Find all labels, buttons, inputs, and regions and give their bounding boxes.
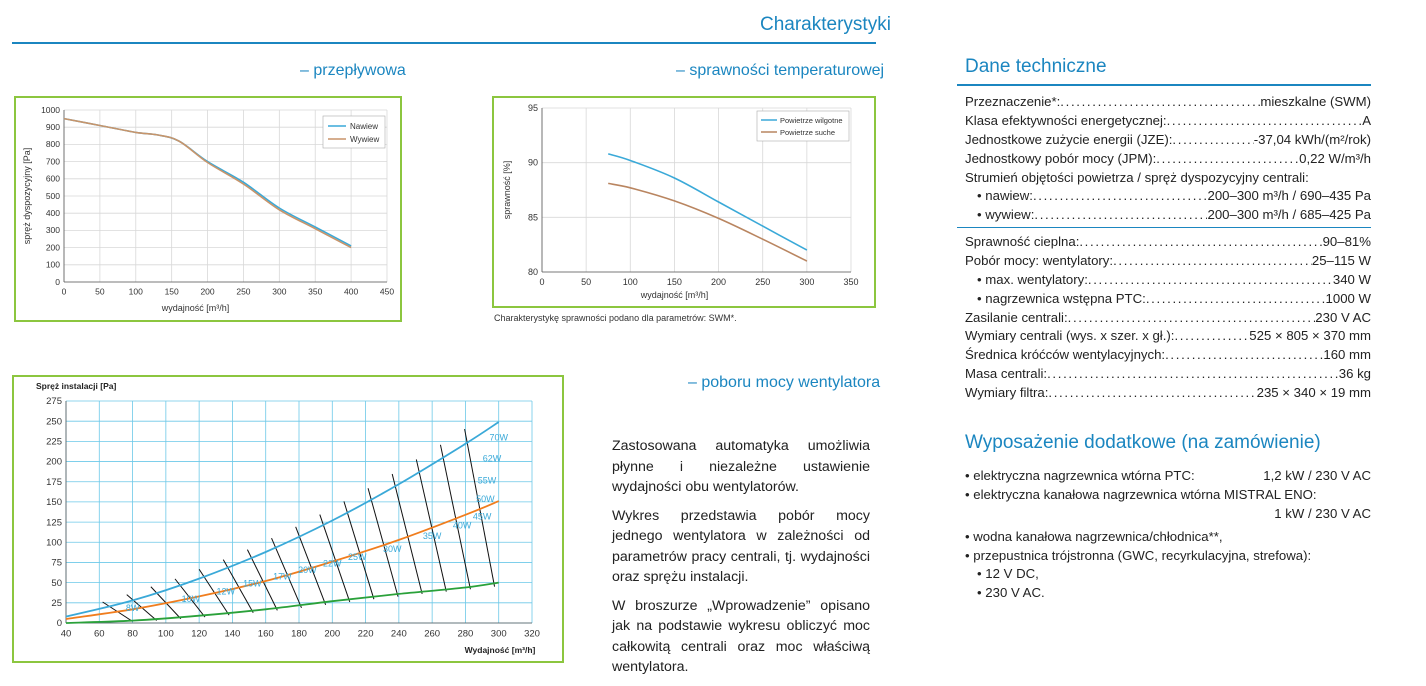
leader-dots (1165, 346, 1323, 365)
tech-row-label: Klasa efektywności energetycznej: (965, 112, 1167, 128)
leader-dots (1167, 112, 1363, 131)
y-axis-label: spręż dyspozycyjny [Pa] (22, 147, 32, 245)
section-title: Charakterystyki (760, 14, 891, 35)
y-tick-label: 90 (527, 157, 538, 168)
tech-row-label: • nagrzewnica wstępna PTC: (977, 290, 1146, 306)
tech-row-label: Wymiary centrali (wys. x szer. x gł.): (965, 328, 1175, 344)
tech-row-label: • nawiew: (977, 188, 1033, 204)
y-tick-label: 100 (45, 259, 60, 270)
y-tick-label: 200 (45, 242, 60, 253)
accessory-ptc-value: 1,2 kW / 230 V AC (1263, 468, 1371, 483)
tech-row (965, 271, 1371, 290)
section-rule (12, 42, 876, 44)
x-tick-label: 280 (457, 628, 474, 640)
tech-row (965, 150, 1371, 169)
x-tick-label: 50 (581, 277, 592, 287)
tech-row-value: 200–300 m³/h / 685–425 Pa (1207, 207, 1371, 223)
tech-row-value: 25–115 W (1311, 252, 1371, 268)
y-tick-label: 85 (527, 212, 538, 223)
tech-rule-mid (957, 227, 1371, 228)
description (612, 436, 870, 686)
leader-dots (1033, 187, 1208, 206)
x-tick-label: 250 (236, 286, 251, 297)
x-tick-label: 240 (390, 628, 407, 640)
accessories-list (965, 467, 1371, 603)
tech-row (965, 169, 1371, 188)
leader-dots (1174, 327, 1249, 346)
tech-row (965, 346, 1371, 365)
power-chart (14, 377, 562, 661)
leader-dots (1048, 384, 1256, 403)
tech-row-value: 90–81% (1322, 233, 1371, 249)
x-tick-label: 100 (128, 286, 143, 297)
x-tick-label: 80 (127, 628, 138, 640)
y-tick-label: 250 (46, 416, 62, 428)
power-label: 40W (452, 520, 472, 531)
tech-title: Dane techniczne (965, 56, 1107, 77)
accessory-ptc-label: • elektryczna nagrzewnica wtórna PTC: (965, 468, 1195, 483)
x-tick-label: 450 (379, 286, 395, 297)
tech-row (965, 233, 1371, 252)
power-label: 50W (476, 493, 495, 504)
leader-dots (1088, 271, 1333, 290)
x-tick-label: 400 (344, 286, 359, 297)
x-tick-label: 260 (424, 628, 441, 640)
legend-label: Wywiew (350, 135, 380, 144)
power-label: 45W (472, 511, 492, 522)
y-tick-label: 25 (51, 597, 62, 609)
power-label: 8W (125, 602, 140, 613)
x-tick-label: 300 (272, 286, 287, 297)
tech-row-label: • max. wentylatory: (977, 271, 1088, 287)
leader-dots (1156, 150, 1299, 169)
tech-row (965, 206, 1371, 225)
leader-dots (1068, 309, 1316, 328)
x-tick-label: 40 (60, 628, 72, 640)
accessory-12v: • 12 V DC, (977, 566, 1039, 582)
tech-list-2 (965, 233, 1371, 403)
power-label: 25W (347, 552, 367, 563)
x-tick-label: 100 (622, 277, 638, 287)
power-label: 12W (216, 586, 236, 597)
x-tick-label: 200 (324, 628, 341, 640)
legend-label: Powietrze wilgotne (780, 116, 843, 125)
power-label: 22W (323, 558, 342, 569)
y-tick-label: 175 (46, 476, 62, 488)
temp-chart-box (492, 96, 876, 308)
x-tick-label: 300 (799, 277, 815, 287)
tech-row-label: Przeznaczenie*: (965, 93, 1061, 109)
accessory-water: • wodna kanałowa nagrzewnica/chłodnica**, (965, 528, 1223, 544)
tech-row-value: 0,22 W/m³/h (1299, 150, 1371, 166)
leader-dots (1060, 93, 1260, 112)
y-tick-label: 500 (45, 190, 60, 201)
hatch-line (416, 459, 446, 591)
y-tick-label: 125 (46, 517, 62, 529)
y-tick-label: 0 (56, 618, 62, 630)
tech-row-label: • wywiew: (977, 207, 1035, 223)
x-tick-label: 60 (93, 628, 105, 640)
y-tick-label: 700 (45, 156, 60, 167)
tech-row-label: Jednostkowy pobór mocy (JPM): (965, 150, 1157, 166)
x-axis-label: Wydajność [m³/h] (464, 645, 536, 655)
tech-row-value: 200–300 m³/h / 690–435 Pa (1207, 188, 1371, 204)
tech-row-value: 235 × 340 × 19 mm (1256, 385, 1371, 401)
power-label: 55W (477, 475, 497, 486)
power-label: 70W (489, 432, 508, 443)
power-label: 62W (482, 453, 502, 464)
y-tick-label: 225 (46, 436, 62, 448)
leader-dots (1079, 233, 1322, 252)
tech-list-1 (965, 93, 1371, 225)
power-label: 10W (181, 594, 201, 605)
leader-dots (1113, 252, 1312, 271)
leader-dots (1034, 206, 1207, 225)
tech-row (965, 309, 1371, 328)
y-tick-label: 95 (527, 103, 538, 113)
y-tick-label: 1000 (41, 104, 60, 115)
tech-row (965, 327, 1371, 346)
accessory-ptc (965, 467, 1371, 486)
y-axis-label: Spręż instalacji [Pa] (36, 381, 117, 391)
x-axis-label: wydajność [m³/h] (640, 290, 709, 300)
x-axis-label: wydajność [m³/h] (161, 303, 230, 313)
x-tick-label: 200 (711, 277, 727, 287)
x-tick-label: 0 (539, 277, 545, 287)
tech-row (965, 384, 1371, 403)
tech-row-value: 340 W (1332, 271, 1371, 287)
x-tick-label: 160 (257, 628, 274, 640)
hatch-line (440, 445, 470, 589)
power-label: 20W (298, 564, 317, 575)
y-tick-label: 400 (45, 208, 60, 219)
accessory-mistral-value: 1 kW / 230 V AC (1274, 505, 1371, 521)
tech-row-label: Pobór mocy: wentylatory: (965, 252, 1114, 268)
y-tick-label: 200 (46, 456, 62, 468)
tech-row-value: 1000 W (1325, 290, 1371, 306)
tech-row (965, 112, 1371, 131)
x-tick-label: 0 (61, 286, 67, 297)
tech-row-value: 160 mm (1323, 347, 1371, 363)
flow-chart-title: – przepływowa (300, 62, 406, 79)
accessory-230v: • 230 V AC. (977, 585, 1045, 601)
y-tick-label: 80 (527, 267, 538, 277)
y-tick-label: 100 (46, 537, 62, 549)
x-tick-label: 350 (308, 286, 323, 297)
legend-label: Nawiew (350, 122, 379, 131)
power-label: 30W (382, 543, 402, 554)
y-tick-label: 300 (45, 225, 60, 236)
x-tick-label: 100 (157, 628, 174, 640)
accessory-mistral: • elektryczna kanałowa nagrzewnica wtórna MISTRAL ENO: (965, 486, 1317, 502)
tech-row-value: mieszkalne (SWM) (1260, 93, 1371, 109)
tech-row (965, 187, 1371, 206)
tech-row-label: Wymiary filtra: (965, 385, 1049, 401)
y-tick-label: 150 (46, 497, 62, 509)
leader-dots (1146, 290, 1326, 309)
tech-row-label: Zasilanie centrali: (965, 309, 1068, 325)
accessories-title: Wyposażenie dodatkowe (na zamówienie) (965, 432, 1321, 453)
tech-row-label: Sprawność cieplna: (965, 233, 1080, 249)
y-tick-label: 75 (51, 557, 62, 569)
tech-row-label: Masa centrali: (965, 366, 1048, 382)
y-tick-label: 50 (51, 577, 62, 589)
temp-chart-title: – sprawności temperaturowej (676, 62, 885, 79)
x-tick-label: 140 (224, 628, 241, 640)
x-tick-label: 350 (843, 277, 859, 287)
tech-row (965, 252, 1371, 271)
legend-label: Powietrze suche (780, 128, 836, 137)
power-label: 35W (422, 531, 442, 542)
x-tick-label: 220 (357, 628, 374, 640)
tech-row-value: 230 V AC (1315, 309, 1371, 325)
temp-chart (494, 98, 874, 306)
tech-row (965, 93, 1371, 112)
tech-row (965, 131, 1371, 150)
x-tick-label: 250 (755, 277, 771, 287)
tech-row-label: Strumień objętości powietrza / spręż dyspozycyjny centrali: (965, 169, 1309, 185)
y-tick-label: 0 (55, 276, 60, 287)
y-tick-label: 600 (45, 173, 60, 184)
x-tick-label: 300 (490, 628, 507, 640)
y-tick-label: 800 (45, 139, 60, 150)
y-tick-label: 275 (46, 396, 62, 408)
tech-row-value: A (1362, 112, 1371, 128)
x-tick-label: 120 (191, 628, 208, 640)
x-tick-label: 180 (291, 628, 307, 640)
description-p2: Wykres przedstawia pobór mocy jednego wentylatora w zależności od parametrów pracy centrali, tj. wydajności oraz sprężu instalacji. (612, 507, 870, 585)
tech-row (965, 290, 1371, 309)
y-tick-label: 900 (45, 122, 60, 133)
series-line (608, 154, 807, 250)
tech-rule-top (957, 84, 1371, 86)
description-p3: W broszurze „Wprowadzenie” opisano jak na podstawie wykresu obliczyć moc całkowitą centrali oraz moc właściwą wentylatora. (612, 597, 870, 675)
tech-row-value: 525 × 805 × 370 mm (1249, 328, 1371, 344)
series-line-upper (66, 422, 499, 617)
x-tick-label: 50 (95, 286, 105, 297)
power-label: 15W (243, 578, 262, 589)
temp-chart-note: Charakterystykę sprawności podano dla parametrów: SWM*. (494, 313, 737, 323)
y-axis-label: sprawność [%] (502, 160, 512, 220)
power-label: 17W (273, 571, 292, 582)
description-p1: Zastosowana automatyka umożliwia płynne i niezależne ustawienie wydajności obu wentylatorów. (612, 438, 870, 495)
leader-dots (1047, 365, 1339, 384)
tech-row-label: Średnica króćców wentylacyjnych: (965, 347, 1166, 363)
tech-row-label: Jednostkowe zużycie energii (JZE): (965, 131, 1173, 147)
x-tick-label: 320 (524, 628, 540, 640)
leader-dots (1172, 131, 1253, 150)
x-tick-label: 200 (200, 286, 215, 297)
power-chart-box (12, 375, 564, 663)
tech-row-value: -37,04 kWh/(m²/rok) (1253, 131, 1371, 147)
x-tick-label: 150 (164, 286, 179, 297)
power-chart-title: – poboru mocy wentylatora (688, 374, 881, 391)
tech-row (965, 365, 1371, 384)
tech-row-value: 36 kg (1338, 366, 1371, 382)
x-tick-label: 150 (666, 277, 682, 287)
flow-chart-box (14, 96, 402, 322)
flow-chart (16, 98, 400, 320)
accessory-damper: • przepustnica trójstronna (GWC, recyrkulacyjna, strefowa): (965, 547, 1312, 563)
